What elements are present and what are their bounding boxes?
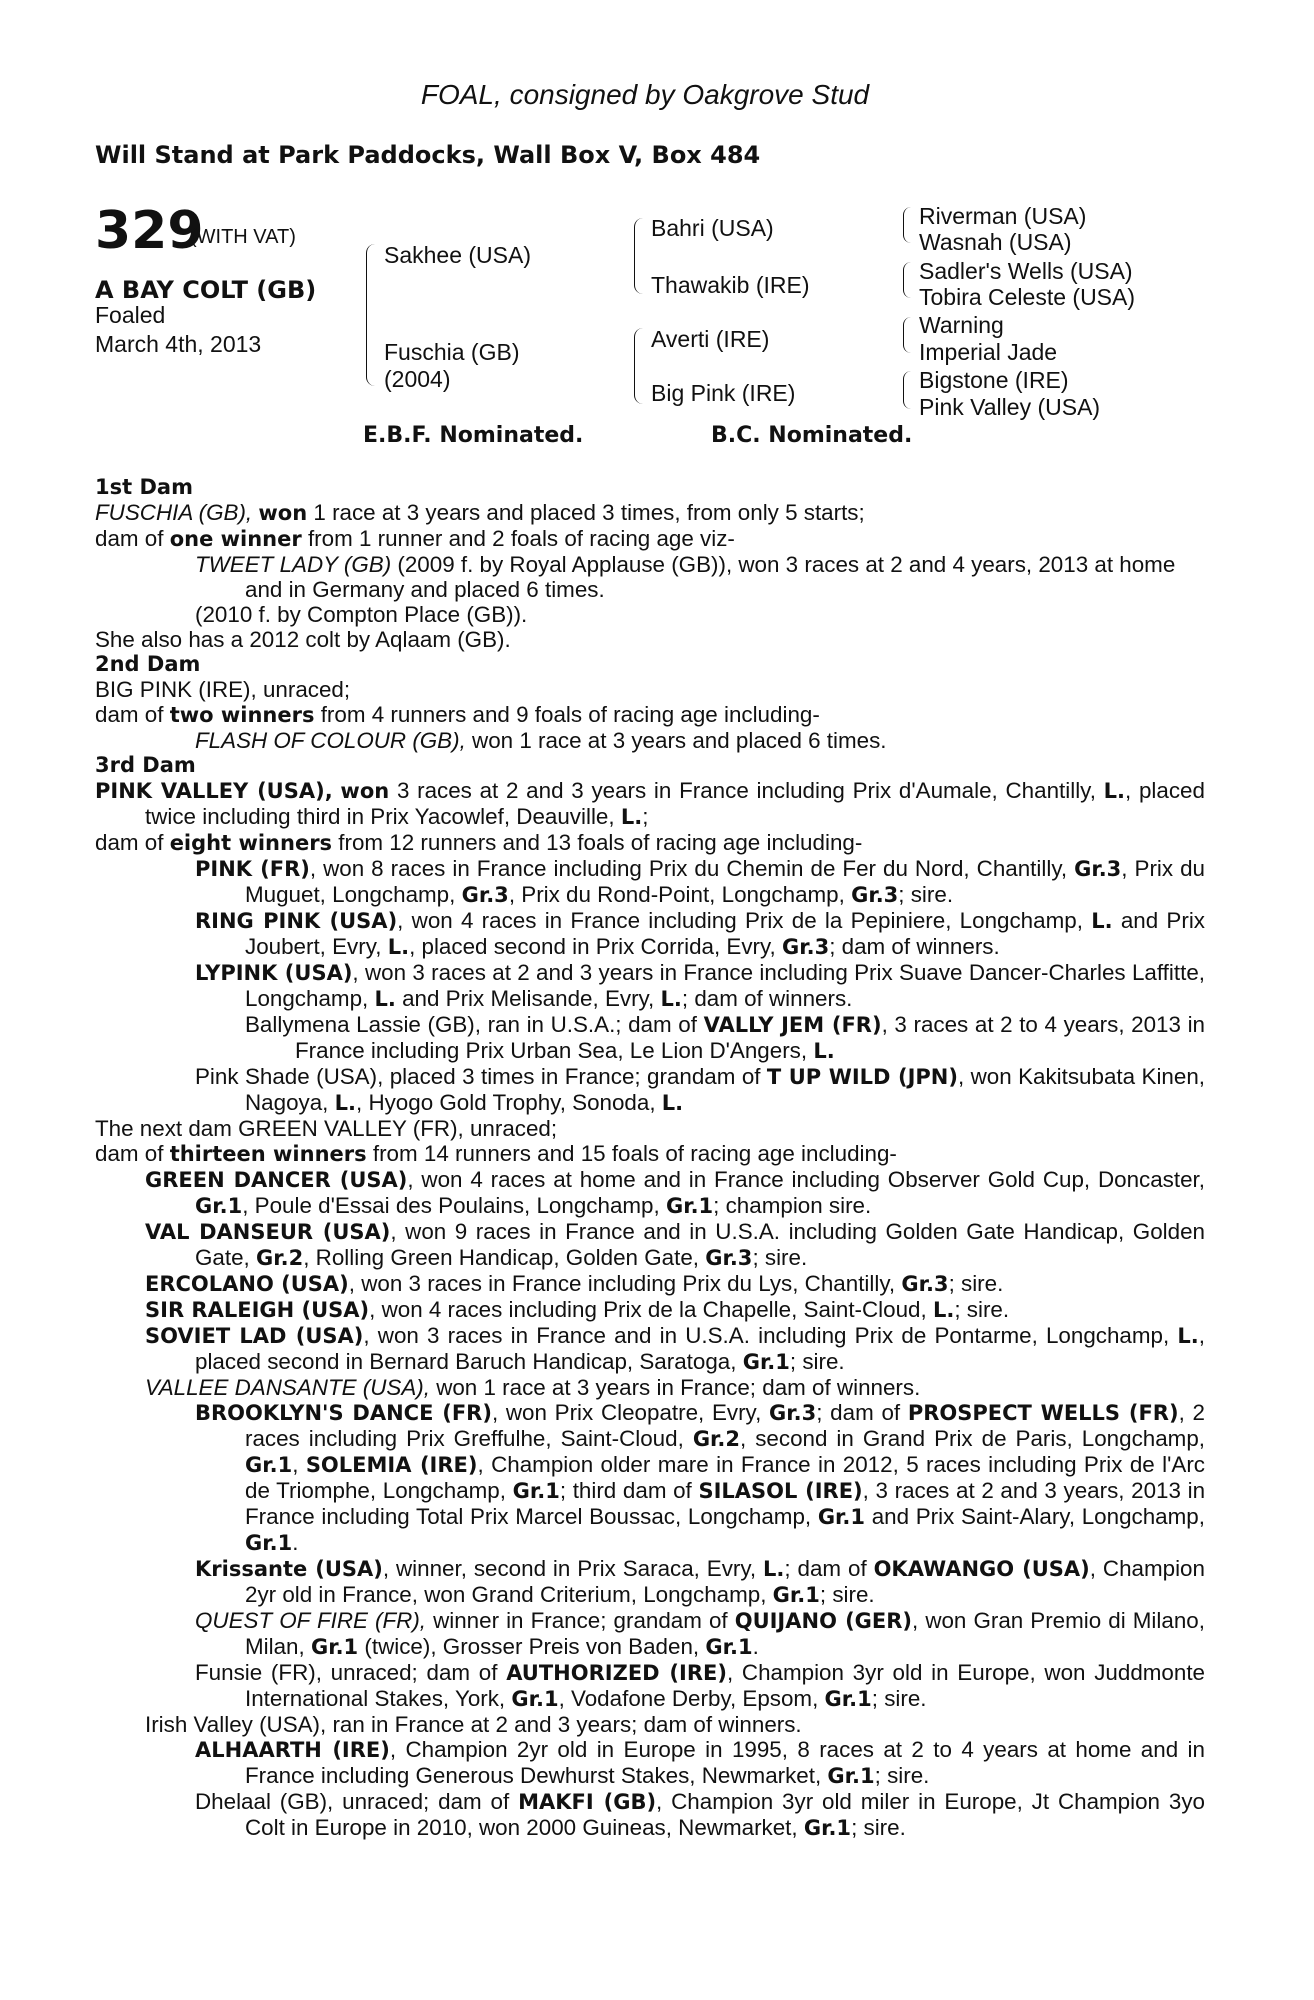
- fourth-dam-ercolano: ERCOLANO (USA), won 3 races in France including Prix du Lys, Chantilly, Gr.3; sire.: [145, 1271, 1004, 1296]
- bc-nominated: B.C. Nominated.: [711, 423, 913, 448]
- fourth-dam-irish-valley: Irish Valley (USA), ran in France at 2 and 3 years; dam of winners.: [145, 1712, 802, 1737]
- pedigree-dss: Warning: [919, 312, 1004, 338]
- lot-number: 329: [95, 201, 204, 261]
- pedigree-sire: Sakhee (USA): [384, 242, 532, 268]
- page-heading: FOAL, consigned by Oakgrove Stud: [420, 79, 870, 110]
- second-dam-foal-1: FLASH OF COLOUR (GB), won 1 race at 3 years and placed 6 times.: [195, 728, 887, 753]
- ggp-brace-4: [903, 371, 911, 409]
- vallee-quest-of-fire: QUEST OF FIRE (FR), winner in France; grandam of QUIJANO (GER), won Gran Premio di Milano, Milan, Gr.1 (twice), Grosser Preis von Baden, Gr.1.: [195, 1608, 1205, 1659]
- irish-valley-dhelaal: Dhelaal (GB), unraced; dam of MAKFI (GB), Champion 3yr old miler in Europe, Jt Champion 3yo Colt in Europe in 2010, won 2000 Guineas, Newmarket, Gr.1; sire.: [195, 1789, 1205, 1840]
- pedigree-sds: Sadler's Wells (USA): [919, 258, 1133, 284]
- pedigree-dds: Bigstone (IRE): [919, 367, 1069, 393]
- first-dam-produce: dam of one winner from 1 runner and 2 foals of racing age viz-: [95, 526, 735, 551]
- vallee-funsie: Funsie (FR), unraced; dam of AUTHORIZED (IRE), Champion 3yr old in Europe, won Juddmonte International Stakes, York, Gr.1, Vodafone Derby, Epsom, Gr.1; sire.: [195, 1660, 1206, 1711]
- fourth-dam-intro: The next dam GREEN VALLEY (FR), unraced;: [95, 1116, 558, 1141]
- pedigree-ddd: Pink Valley (USA): [919, 394, 1101, 420]
- third-dam-record: PINK VALLEY (USA), won 3 races at 2 and 3 years in France including Prix d'Aumale, Chantilly, L., placed twice including third in Prix Yacowlef, Deauville, L.;: [95, 778, 1205, 829]
- fourth-dam-val-danseur: VAL DANSEUR (USA), won 9 races in France and in U.S.A. including Golden Gate Handicap, Golden Gate, Gr.2, Rolling Green Handicap, Golden Gate, Gr.3; sire.: [145, 1219, 1205, 1270]
- ebf-nominated: E.B.F. Nominated.: [363, 423, 584, 448]
- stand-location: Will Stand at Park Paddocks, Wall Box V, Box 484: [95, 141, 761, 169]
- first-dam-foal-1: TWEET LADY (GB) (2009 f. by Royal Applause (GB)), won 3 races at 2 and 4 years, 2013 at home and in Germany and placed 6 times.: [195, 552, 1176, 602]
- third-dam-foal-pink: PINK (FR), won 8 races in France including Prix du Chemin de Fer du Nord, Chantilly, Gr.3, Prix du Muguet, Longchamp, Gr.3, Prix du Rond-Point, Longchamp, Gr.3; sire.: [195, 856, 1205, 907]
- second-dam-record: BIG PINK (IRE), unraced;: [95, 677, 351, 702]
- fourth-dam-soviet-lad: SOVIET LAD (USA), won 3 races in France and in U.S.A. including Prix de Pontarme, Longchamp, L., placed second in Bernard Baruch Handicap, Saratoga, Gr.1; sire.: [145, 1323, 1205, 1374]
- pedigree-sire-sire: Bahri (USA): [651, 215, 774, 241]
- fourth-dam-sir-raleigh: SIR RALEIGH (USA), won 4 races including Prix de la Chapelle, Saint-Cloud, L.; sire.: [145, 1297, 1010, 1322]
- third-dam-foal-pink-shade: Pink Shade (USA), placed 3 times in France; grandam of T UP WILD (JPN), won Kakitsubata Kinen, Nagoya, L., Hyogo Gold Trophy, Sonoda, L.: [195, 1064, 1205, 1115]
- third-dam-produce: dam of eight winners from 12 runners and 13 foals of racing age including-: [95, 830, 863, 855]
- lot-name: A BAY COLT (GB): [95, 276, 317, 304]
- second-dam-produce: dam of two winners from 4 runners and 9 foals of racing age including-: [95, 702, 820, 727]
- pedigree-dsd: Imperial Jade: [919, 339, 1058, 365]
- first-dam-also: She also has a 2012 colt by Aqlaam (GB).: [95, 627, 511, 652]
- pedigree-sire-dam: Thawakib (IRE): [651, 272, 810, 298]
- vat-note: (WITH VAT): [190, 226, 296, 248]
- sire-line-brace: [634, 218, 643, 294]
- pedigree-dam-sire: Averti (IRE): [651, 326, 770, 352]
- third-dam-foal-lypink: LYPINK (USA), won 3 races at 2 and 3 years in France including Prix Suave Dancer-Charles Laffitte, Longchamp, L. and Prix Melisande, Evry, L.; dam of winners.: [195, 960, 1205, 1011]
- third-dam-foal-ring-pink: RING PINK (USA), won 4 races in France including Prix de la Pepiniere, Longchamp, L. and Prix Joubert, Evry, L., placed second in Prix Corrida, Evry, Gr.3; dam of winners.: [195, 908, 1205, 959]
- ggp-brace-1: [903, 207, 911, 243]
- ggp-brace-2: [903, 262, 911, 298]
- pedigree-dam-year: (2004): [384, 366, 451, 392]
- pedigree-ssd: Wasnah (USA): [919, 229, 1072, 255]
- vallee-krissante: Krissante (USA), winner, second in Prix Saraca, Evry, L.; dam of OKAWANGO (USA), Champion 2yr old in France, won Grand Criterium, Longchamp, Gr.1; sire.: [195, 1556, 1205, 1607]
- first-dam-record: FUSCHIA (GB), won 1 race at 3 years and placed 3 times, from only 5 starts;: [95, 500, 865, 525]
- pedigree-notes: [95, 475, 1205, 1841]
- pedigree-sdd: Tobira Celeste (USA): [919, 284, 1136, 310]
- fourth-dam-vallee-dansante: VALLEE DANSANTE (USA), won 1 race at 3 years in France; dam of winners.: [145, 1375, 921, 1400]
- first-dam-foal-2: (2010 f. by Compton Place (GB)).: [195, 602, 528, 627]
- irish-valley-alhaarth: ALHAARTH (IRE), Champion 2yr old in Europe in 1995, 8 races at 2 to 4 years at home and in France including Generous Dewhurst Stakes, Newmarket, Gr.1; sire.: [195, 1737, 1205, 1788]
- vallee-brooklyns-dance: BROOKLYN'S DANCE (FR), won Prix Cleopatre, Evry, Gr.3; dam of PROSPECT WELLS (FR), 2 races including Prix Greffulhe, Saint-Cloud, Gr.2, second in Grand Prix de Paris, Longchamp, Gr.1, SOLEMIA (IRE), Champion older mare in France in 2012, 5 races including Prix de l'Arc de Triomphe, Longchamp, Gr.1; third dam of SILASOL (IRE), 3 races at 2 and 3 years, 2013 in France including Total Prix Marcel Boussac, Longchamp, Gr.1 and Prix Saint-Alary, Longchamp, Gr.1.: [195, 1400, 1206, 1555]
- pedigree-sss: Riverman (USA): [919, 203, 1087, 229]
- sire-dam-brace: [366, 244, 375, 386]
- foaled-label: Foaled: [95, 302, 166, 328]
- ggp-brace-3: [903, 317, 911, 353]
- dam-line-brace: [634, 328, 643, 404]
- third-dam-foal-ballymena: Ballymena Lassie (GB), ran in U.S.A.; dam of VALLY JEM (FR), 3 races at 2 to 4 years, 2013 in France including Prix Urban Sea, Le Lion D'Angers, L.: [245, 1012, 1206, 1063]
- fourth-dam-green-dancer: GREEN DANCER (USA), won 4 races at home and in France including Observer Gold Cup, Doncaster, Gr.1, Poule d'Essai des Poulains, Longchamp, Gr.1; champion sire.: [145, 1167, 1205, 1218]
- second-dam-heading: 2nd Dam: [95, 652, 201, 676]
- fourth-dam-produce: dam of thirteen winners from 14 runners and 15 foals of racing age including-: [95, 1141, 897, 1166]
- third-dam-heading: 3rd Dam: [95, 753, 196, 777]
- pedigree-dam: Fuschia (GB): [384, 339, 520, 365]
- foaled-date: March 4th, 2013: [95, 331, 262, 357]
- pedigree-dam-dam: Big Pink (IRE): [651, 380, 796, 406]
- first-dam-heading: 1st Dam: [95, 475, 193, 499]
